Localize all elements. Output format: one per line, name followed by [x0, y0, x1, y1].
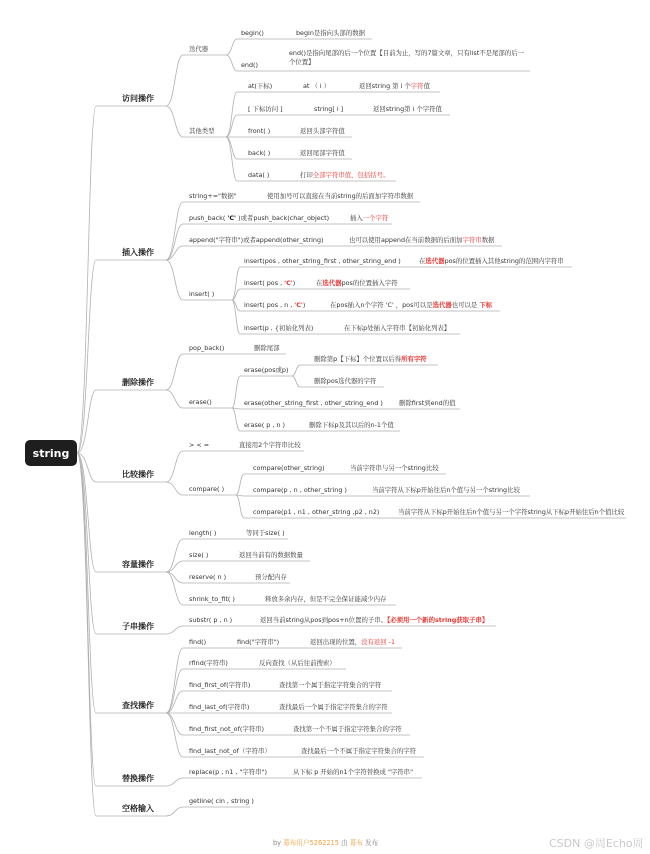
node-pop-back: pop_back() — [189, 344, 225, 352]
node-erase-pos: erase(pos或p) — [244, 366, 289, 374]
node-compare-1-desc: 当前字符串与另一个string比较 — [350, 464, 439, 472]
category-insert: 插入操作 — [122, 248, 154, 257]
node-compare-ops-desc: 直接用2个字符串比较 — [239, 441, 301, 449]
node-at-desc: 返回string 第 i 个字符值 — [359, 82, 430, 90]
node-back: back( ) — [248, 149, 271, 157]
root-node: string — [25, 440, 77, 466]
node-find-last-not-of-desc: 查找最后一个不属于指定字符集合的字符 — [301, 747, 417, 755]
node-erase-count: erase( p , n ) — [244, 421, 285, 429]
node-find-first-of-desc: 查找第一个属于指定字符集合的字符 — [279, 681, 382, 689]
node-insert-init-list: insert(p , {初始化列表) — [244, 324, 314, 332]
node-insert: insert( ) — [189, 290, 215, 298]
node-compare-2: compare(p , n , other_string ) — [253, 486, 347, 494]
node-erase: erase() — [189, 398, 212, 406]
node-subscript-form: string[ i ] — [314, 105, 344, 113]
node-shrink-desc: 释放多余内存，但是不完全保证能减少内存 — [265, 595, 387, 603]
node-front: front( ) — [248, 127, 271, 135]
node-insert-init-list-desc: 在下标p处插入字符串【初始化列表】 — [344, 324, 451, 332]
node-size-desc: 返回当前有的数据数量 — [239, 551, 303, 559]
node-find-last-not-of: find_last_not_of（字符串） — [189, 747, 271, 755]
node-compare-3: compare(p1 , n1 , other_string ,p2 , n2) — [253, 508, 380, 516]
node-shrink: shrink_to_fit( ) — [189, 595, 235, 603]
node-rfind: rfind(字符串) — [189, 659, 228, 667]
node-compare-3-desc: 当前字符从下标p开始往后n个值与另一个字符string从下标p开始往后n个值比较 — [398, 508, 625, 516]
category-replace: 替换操作 — [122, 774, 154, 783]
node-data-desc: 打印全部字符串值，包括括号。 — [300, 171, 390, 179]
category-erase: 删除操作 — [122, 378, 154, 387]
node-erase-iter-desc: 删除pos选代器的字符 — [314, 377, 377, 385]
node-reserve: reserve( n ) — [189, 573, 227, 581]
node-pop-back-desc: 删除尾部 — [254, 344, 280, 352]
node-erase-count-desc: 删除下标p及其以后的n-1个值 — [309, 421, 394, 429]
node-erase-index-desc: 删除第p【下标】个位置以后得所有字符 — [314, 355, 427, 363]
node-insert-n-chars-desc: 在pos插入n个字符 'C' ，pos可以是选代器也可以是 下标 — [330, 301, 493, 309]
node-substr-desc: 返回当前string从pos到pos+n位置的子串。【必须用一个新的string获取子串】 — [260, 616, 489, 624]
node-replace-desc: 从下标 p 开始的n1个字符替换成 "字符串" — [293, 768, 414, 776]
node-insert-n-chars: insert( pos , n , 'C') — [244, 301, 306, 309]
node-compare: compare( ) — [189, 485, 225, 493]
node-back-desc: 返回尾部字符值 — [300, 149, 345, 157]
node-plus-assign-desc: 使用加号可以直接在当前string的后面加字符串数据 — [267, 192, 414, 200]
node-find-first-not-of: find_first_not_of(字符串) — [189, 725, 264, 733]
node-insert-range-desc: 在选代器pos的位置插入其他string的范围内字符串 — [419, 257, 564, 265]
node-find-desc: 返回出现的位置，没有返回 -1 — [310, 638, 396, 646]
node-find: find() — [189, 638, 207, 646]
node-reserve-desc: 预分配内存 — [255, 573, 287, 581]
node-subscript: [ 下标访问 ] — [248, 105, 283, 113]
node-find-last-of-desc: 查找最后一个属于指定字符集合的字符 — [279, 703, 388, 711]
node-end: end() — [241, 61, 259, 69]
footer-brand-link[interactable]: 幕布 — [349, 839, 363, 847]
node-compare-1: compare(other_string) — [253, 464, 325, 472]
node-erase-range: erase(other_string_first , other_string_end ) — [244, 399, 383, 407]
node-rfind-desc: 反向查找（从后往前搜索） — [259, 659, 336, 667]
node-append: append("字符串")或者append(other_string) — [189, 236, 324, 244]
category-find: 查找操作 — [122, 701, 154, 710]
node-erase-range-desc: 删除first到end的值 — [399, 399, 456, 407]
node-end-desc: end()是指向尾部的后一个位置【目前为止，写的7篇文章，只有list不是尾部的后一个位置】 — [289, 49, 524, 66]
node-find-last-of: find_last_of(字符串) — [189, 703, 250, 711]
node-replace: replace(p , n1 , "字符串") — [189, 768, 268, 776]
node-find-form: find("字符串") — [237, 638, 280, 646]
footer-user-link[interactable]: 幕布用户5262215 — [283, 839, 339, 847]
category-compare: 比较操作 — [122, 470, 154, 479]
node-find-first-not-of-desc: 查找第一个不属于指定字符集合的字符 — [293, 725, 402, 733]
node-length-desc: 等同于size( ) — [246, 529, 285, 537]
node-size: size( ) — [189, 551, 209, 559]
node-other-types: 其他类型 — [189, 127, 215, 135]
category-capacity: 容量操作 — [122, 560, 154, 569]
node-begin-desc: begin是指向头部的数据 — [296, 29, 365, 37]
category-substr: 子串操作 — [122, 622, 154, 631]
node-insert-char: insert( pos , 'C') — [244, 279, 296, 287]
footer-credit: by 幕布用户5262215 由 幕布 发布 — [273, 839, 379, 847]
node-push-back: push_back( 'C' )或者push_back(char_object) — [189, 214, 330, 222]
node-plus-assign: string+="数据" — [189, 192, 237, 200]
node-push-back-desc: 插入一个字符 — [350, 214, 389, 222]
node-begin: begin() — [241, 29, 264, 37]
node-at: at(下标) — [248, 82, 273, 90]
csdn-watermark: CSDN @周Echo周 — [549, 837, 644, 850]
node-subscript-desc: 返回string第 i 个字符值 — [373, 105, 442, 113]
node-compare-2-desc: 当前字符从下标p开始往后n个值与另一个string比较 — [372, 486, 520, 494]
node-append-desc: 也可以使用append在当前数据的后面加字符串数据 — [349, 236, 495, 244]
node-iterator: 迭代器 — [189, 45, 209, 53]
node-front-desc: 返回头部字符值 — [300, 127, 345, 135]
node-insert-char-desc: 在选代器pos的位置插入字符 — [316, 279, 398, 287]
node-find-first-of: find_first_of(字符串) — [189, 681, 251, 689]
node-getline: getline( cin , string ) — [189, 797, 254, 805]
node-length: length( ) — [189, 529, 217, 537]
node-substr: substr( p , n ) — [189, 616, 233, 624]
node-data: data( ) — [248, 171, 270, 179]
node-at-form: at （ i ） — [303, 82, 331, 90]
node-compare-ops: > < = — [189, 441, 210, 449]
node-insert-range: insert(pos , other_string_first , other_string_end ) — [244, 257, 401, 265]
category-input: 空格输入 — [122, 804, 154, 813]
category-access: 访问操作 — [122, 94, 154, 103]
